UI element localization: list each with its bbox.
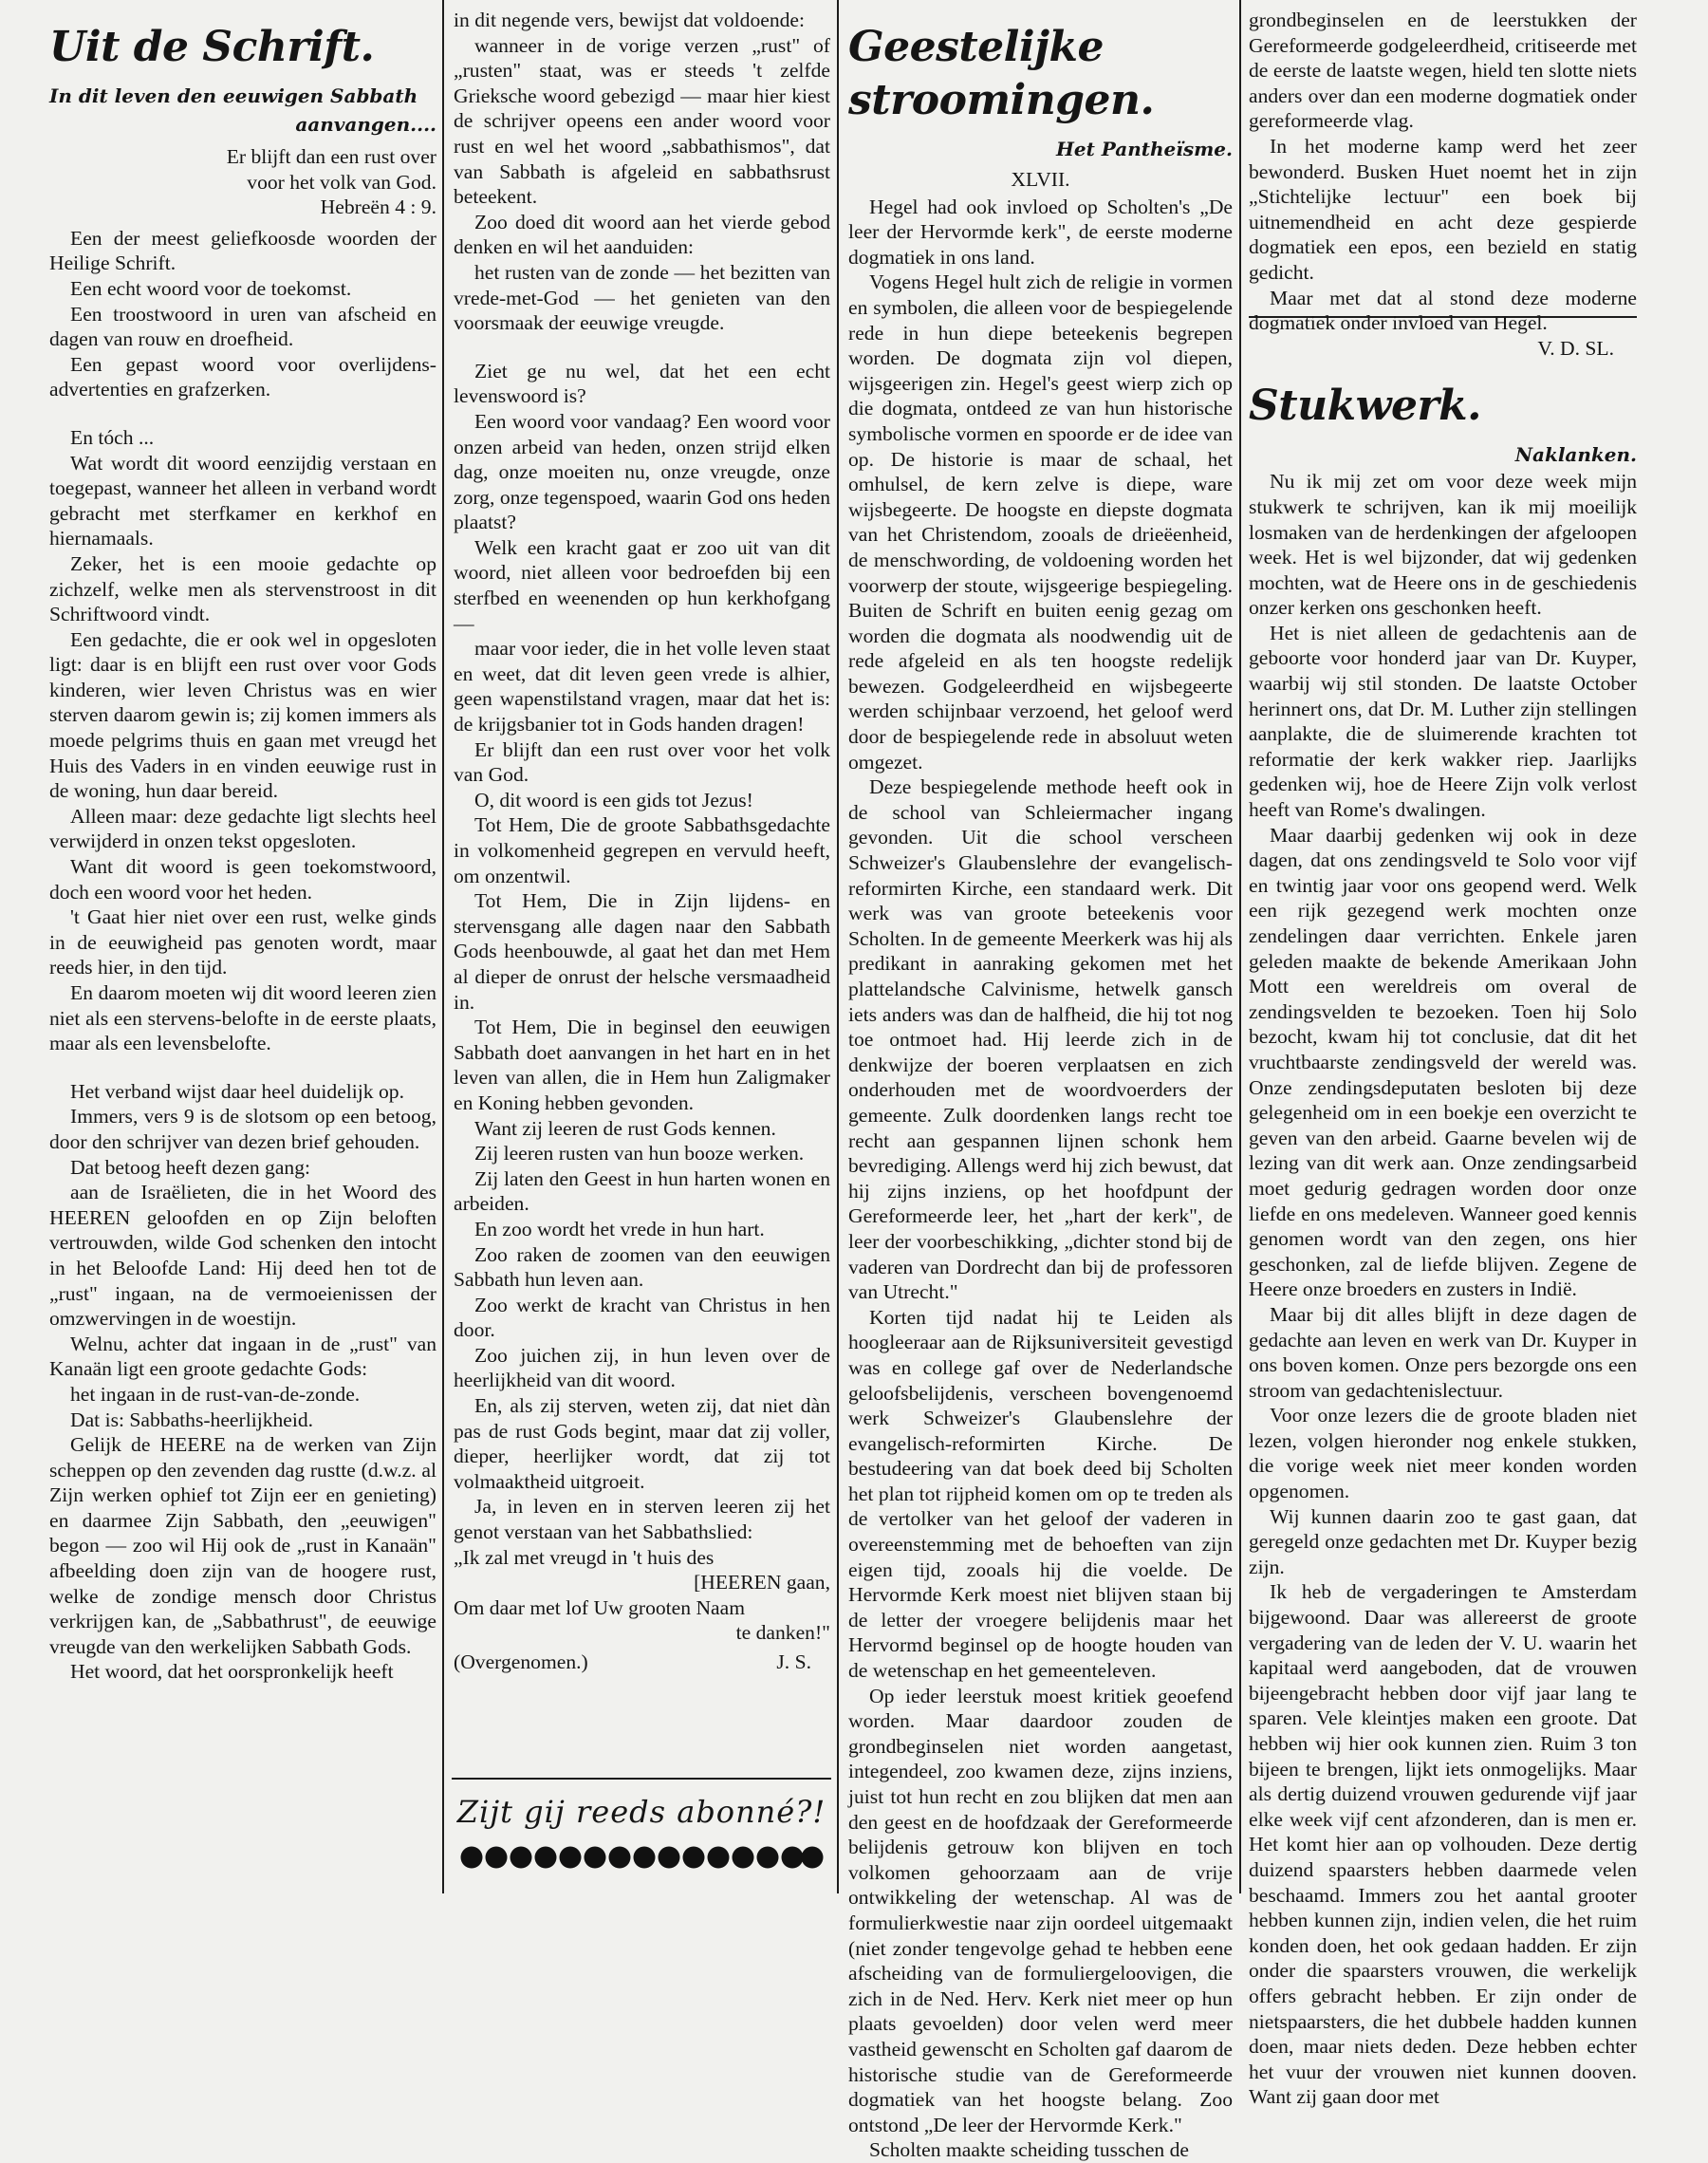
paragraph: Welk een kracht gaat er zoo uit van dit woord, niet alleen voor bedroefden bij een sterfbed en weenenden op hun kerkhofgang —: [454, 535, 830, 635]
motto-reference: Hebreën 4 : 9.: [320, 196, 436, 219]
paragraph: Vogens Hegel hult zich de religie in vormen en symbolen, die alleen voor de bespiegelende rede in hun diepe beteekenis begrepen worden. De dogmata zijn vol diepen, wijsgeerigen zin. Hegel's geest wierp zich op die dogmata, ontdeed ze van hun historische symbolische vormen en spoorde er de idee van op. De historie is maar de schaal, het omhulsel, de kern zelve is diepe, ware wijsbegeerte. De hoogste en diepste dogmata van het Christendom, zooals de drieëenheid, de menschwording, de voldoening worden het voorwerp der stoute, wijsgeerige bespiegeling. Buiten de Schrift en buiten eenig gezag om worden die dogmata als noodwendig uit de rede afgeleid en als ten hoogste redelijk bewezen. Godgeleerdheid en wijsbegeerte werden schijnbaar verzoend, het geloof werd door de bespiegelende rede in absoluut weten omgezet.: [848, 270, 1233, 774]
paragraph: Een der meest geliefkoosde woorden der Heilige Schrift.: [49, 226, 436, 275]
paragraph: Er blijft dan een rust over voor het volk van God.: [454, 737, 830, 787]
article-subtitle: Naklanken.: [1514, 443, 1637, 467]
column-rule: [442, 0, 444, 1893]
verse-line: [HEEREN gaan,: [694, 1571, 830, 1594]
paragraph: Het woord, dat het oorspronkelijk heeft: [70, 1660, 394, 1684]
paragraph: Immers, vers 9 is de slotsom op een betoog, door den schrijver van dezen brief gehouden.: [49, 1105, 436, 1153]
paragraph: Wij kunnen daarin zoo te gast gaan, dat geregeld onze gedachten met Dr. Kuyper bezig zijn.: [1249, 1504, 1637, 1578]
paragraph: Nu ik mij zet om voor deze week mijn stukwerk te schrijven, kan ik mij moeilijk losmaken van de herdenkingen der afgeloopen week. Het is wel bijzonder, dat wij gedenken mochten, wat de Heere ons in de geschiedenis onzer kerken ons geschonken heeft.: [1249, 470, 1637, 620]
paragraph: Deze bespiegelende methode heeft ook in de school van Schleiermacher ingang gevonden. Uit die school verscheen Schweizer's Glaubenslehre der evangelisch-reformirten Kirche, een standaard werk. Dit werk was van groote beteekenis voor Scholten. In de gemeente Meerkerk was hij als predikant in aanraking gekomen met het plattelandsche Calvinisme, hetwelk gansch iets anders was dan de halfheid, die hij tot nog toe ontmoet had. Hij leerde zich in de denkwijze der boeren verplaatsen en zich onderhouden met de woordvoerders der gemeente. Zulk doordenken langs recht toe recht aan gespannen lijnen schonk hem bevrediging. Allengs werd hij zich bewust, dat hij zijns inziens, op het hoofdpunt der Gereformeerde leer, het „hart der kerk", de leer der voorbeschikking, „dichter stond bij de vaderen van Dordrecht dan bij de professoren van Utrecht.": [848, 775, 1233, 1304]
paragraph: O, dit woord is een gids tot Jezus!: [474, 788, 753, 811]
paragraph: Het is niet alleen de gedachtenis aan de geboorte voor honderd jaar van Dr. Kuyper, waarbij wij stil stonden. De laatste October herinnert ons, dat Dr. M. Luther zijn stellingen aanplakte, die de sluimerende krachten tot reformatie der kerk wakker riep. Jaarlijks gedenken wij, hoe de Heere Zijn volk verlost heeft van Rome's dwalingen.: [1249, 621, 1637, 822]
paragraph: Zoo doed dit woord aan het vierde gebod denken en wil het aanduiden:: [454, 210, 830, 259]
paragraph: Een gepast woord voor overlijdens-advertenties en grafzerken.: [49, 352, 436, 401]
subscription-banner: Zijt gij reeds abonné?!: [456, 1794, 826, 1830]
installment-number: XLVII.: [1011, 168, 1070, 191]
paragraph: In het moderne kamp werd het zeer bewonderd. Busken Huet noemt het in zijn „Stichtelijke lectuur" een boek bij uitnemendheid en acht deze gespierde dogmatiek een epos, een bezield en statig gedicht.: [1249, 134, 1637, 284]
paragraph: Voor onze lezers die de groote bladen niet lezen, volgen hieronder nog enkele stukken, die vorige week niet meer konden worden opgenomen.: [1249, 1404, 1637, 1503]
paragraph: Hegel had ook invloed op Scholten's „De leer der Hervormde kerk", de eerste moderne dogmatiek in ons land.: [848, 195, 1233, 269]
paragraph: Zij laten den Geest in hun harten wonen en arbeiden.: [454, 1166, 830, 1216]
paragraph: Het verband wijst daar heel duidelijk op.: [70, 1079, 404, 1103]
verse-line: „Ik zal met vreugd in 't huis des: [454, 1545, 715, 1569]
paragraph: Maar daarbij gedenken wij ook in deze dagen, dat ons zendingsveld te Solo voor vijf en twintig jaar voor ons geopend werd. Welk een rijk gezegend werk mochten onze zendelingen daar verrichten. Enkele jaren geleden maakte de bekende Amerikaan John Mott een wereldreis om overal de zendingsvelden te bezoeken. Toen hij Solo bezocht, kwam hij tot conclusie, dat dit het vruchtbaarste zendingsveld der wereld was. Onze zendingsdeputaten besloten bij deze gelegenheid om in een boekje een overzicht te geven van den arbeid. Gaarne bevelen wij de lezing van dit werk aan. Onze zendingsarbeid moet gedurig gedragen worden door onze liefde en ons medeleven. Wanneer goed kennis genomen wordt van den zegen, ons hier geschonken, zal de liefde blijven. Zegene de Heere onze broeders en zusters in Indië.: [1249, 823, 1637, 1301]
paragraph: Dat is: Sabbaths-heerlijkheid.: [70, 1408, 314, 1431]
paragraph: Ik heb de vergaderingen te Amsterdam bijgewoond. Daar was allereerst de groote vergadering van de leden der V. U. waarin het kapitaal werd aangeboden, dat de vrouwen bijeengebracht hebben door vijf jaar lang te sparen. Vele kleintjes maken een groote. Dat hebben wij hier ook kunnen zien. Ruim 3 ton bijeen te brengen, lijkt iets onmogelijks. Maar als dertig duizend vrouwen gedurende vijf jaar elke week vijf cent afzonderen, dan is men er. Het komt hier aan op volhouden. Deze dertig duizend spaarsters hebben daarmede velen beschaamd. Immers zou het aantal grooter hebben kunnen zijn, indien velen, die het ruim konden doen, het ook gedaan hadden. Er zijn onder die spaarsters vrouwen, die werkelijk offers gebracht hebben. Er zijn onder de nietspaarsters, die het dubbele hadden kunnen doen, maar niets deden. Deze hebben echter het vuur der vrouwen niet kunnen dooven. Want zij gaan door met: [1249, 1580, 1637, 2109]
paragraph: Want dit woord is geen toekomstwoord, doch een woord voor het heden.: [49, 855, 436, 904]
paragraph: En zoo wordt het vrede in hun hart.: [474, 1217, 765, 1240]
column-rule: [1239, 0, 1241, 1893]
banner-rule: [452, 1778, 831, 1780]
author-signature: V. D. SL.: [1537, 336, 1614, 360]
paragraph: Een troostwoord in uren van afscheid en dagen van rouw en droefheid.: [49, 302, 436, 351]
verse-line: te danken!": [735, 1621, 830, 1645]
paragraph: Zeker, het is een mooie gedachte op zichzelf, welke men als stervenstroost in dit Schriftwoord vindt.: [49, 551, 436, 626]
article-signature: [454, 1650, 830, 1675]
paragraph: aan de Israëlieten, die in het Woord des HEEREN geloofden en op Zijn beloften vertrouwden, wilde God schenken den intocht in het Beloofde Land: Hij deed hen tot de „rust" ingaan, na de vermoeienissen der omzwervingen in de woestijn.: [49, 1181, 436, 1331]
paragraph: maar voor ieder, die in het volle leven staat en weet, dat dit leven geen vrede is alhier, geen wapenstilstand vragen, maar dat het is: de krijgsbanier tot in Gods handen dragen!: [454, 637, 830, 737]
paragraph: Korten tijd nadat hij te Leiden als hoogleeraar aan de Rijksuniversiteit gevestigd was en college gaf over de Nederlandsche geloofsbelijdenis, verscheen bovengenoemd werk Schweizer's Glaubenslehre der evangelisch-reformirten Kirche. De bestudeering van dat boek deed bij Scholten het plan tot rijpheid komen om op te treden als de vertolker van het geloof der vaderen in overeenstemming met de behoeften van zijn eigen tijd, zooals hij die voelde. De Hervormde Kerk moest niet blijven staan bij de letter der vroegere belijdenis maar het Hervormd beginsel op de hoogte houden van de wetenschap en het gemeenteleven.: [848, 1305, 1233, 1683]
motto-line: voor het volk van God.: [247, 170, 436, 194]
column-geestelijke-stroomingen: [848, 21, 1233, 2162]
paragraph: Wat wordt dit woord eenzijdig verstaan en toegepast, wanneer het alleen in verband wordt gebracht met sterfkamer en kerkhof en hiernamaals.: [49, 451, 436, 550]
paragraph: in dit negende vers, bewijst dat voldoende:: [454, 9, 806, 31]
article-subtitle-cont: aanvangen....: [295, 113, 436, 136]
paragraph: Maar met dat al stond deze moderne dogmatiek onder invloed van Hegel.: [1249, 286, 1637, 335]
dot-ornament-row: [459, 1845, 824, 1870]
article-subtitle: In dit leven den eeuwigen Sabbath: [49, 84, 418, 107]
paragraph: En daarom moeten wij dit woord leeren zien niet als een stervens-belofte in de eerste plaats, maar als een levensbelofte.: [49, 981, 436, 1055]
paragraph: Alleen maar: deze gedachte ligt slechts heel verwijderd in onzen tekst opgesloten.: [49, 804, 436, 853]
paragraph: het rusten van de zonde — het bezitten van vrede-met-God — het genieten van den voorsmaak der eeuwige vreugde.: [454, 260, 830, 335]
article-title: Stukwerk.: [1249, 382, 1481, 431]
verse-line: Om daar met lof Uw grooten Naam: [454, 1595, 746, 1619]
article-title: Geestelijke stroomingen.: [848, 23, 1155, 124]
scripture-motto: [49, 144, 436, 220]
paragraph: En tóch ...: [70, 425, 155, 449]
paragraph: En, als zij sterven, weten zij, dat niet dàn pas de rust Gods begint, maar dat zij voller, dieper, heerlijker wordt, dat zij tot volmaaktheid uitgroeit.: [454, 1394, 830, 1493]
author-initials: J. S.: [776, 1650, 811, 1673]
paragraph: Op ieder leerstuk moest kritiek geoefend worden. Maar daardoor zouden de grondbeginselen niet worden aangetast, integendeel, zoo kwamen deze, zijns inziens, juist tot hun recht en zou blijken dat men aan den geest en de hoofdzaak der Gereformeerde belijdenis getrouw kon blijven en toch volkomen gehoorzaam aan de vrije ontwikkeling der wetenschap. Al was de formulierkwestie naar zijn oordeel uitgemaakt (niet zonder tengevolge gehad te hebben eene afscheiding van de formuliergeloovigen, die zich in de Ned. Herv. Kerk niet meer op hun plaats gevoelden) door velen werd meer vastheid gewenscht en Scholten gaf daarom de historische studie van de Gereformeerde dogmatiek van het hoogste belang. Zoo ontstond „De leer der Hervormde Kerk.": [848, 1684, 1233, 2136]
column-stukwerk: [1249, 8, 1637, 2109]
paragraph: Ziet ge nu wel, dat het een echt levenswoord is?: [454, 359, 830, 408]
paragraph: wanneer in de vorige verzen „rust" of „rusten" staat, was er steeds 't zelfde Grieksche woord gebezigd — maar hier kiest de schrijver opeens een ander woord voor rust en wel het woord „sabbathismos", dat van Sabbath is afgeleid en sabbathsrust beteekent.: [454, 33, 830, 209]
paragraph: grondbeginselen en de leerstukken der Gereformeerde godgeleerdheid, critiseerde met de eerste de laatste wegen, hield ten slotte niets anders over dan een moderne dogmatiek onder gereformeerde vlag.: [1249, 9, 1637, 133]
paragraph: Maar bij dit alles blijft in deze dagen de gedachte aan leven en werk van Dr. Kuyper in ons boven komen. Onze pers bezorgde ons een stroom van gedachtenislectuur.: [1249, 1302, 1637, 1402]
source-note: (Overgenomen.): [454, 1650, 588, 1673]
paragraph: Scholten maakte scheiding tusschen de: [869, 2138, 1190, 2162]
paragraph: Want zij leeren de rust Gods kennen.: [474, 1116, 776, 1140]
column-uit-de-schrift-continued: [454, 8, 830, 1969]
paragraph: Zoo werkt de kracht van Christus in hen door.: [454, 1293, 830, 1342]
paragraph: Zij leeren rusten van hun booze werken.: [474, 1142, 805, 1165]
article-title: Uit de Schrift.: [49, 23, 375, 71]
paragraph: Een echt woord voor de toekomst.: [70, 276, 352, 300]
article-subtitle: Het Pantheïsme.: [1055, 138, 1233, 160]
motto-line: Er blijft dan een rust over: [226, 145, 436, 168]
hymn-quote: [454, 1545, 830, 1646]
paragraph: Ja, in leven en in sterven leeren zij het genot verstaan van het Sabbathslied:: [454, 1495, 830, 1544]
paragraph: Gelijk de HEERE na de werken van Zijn scheppen op den zevenden dag rustte (d.w.z. al Zijn werken ophief tot Zijn eer en genieting) en daarmee Zijn Sabbath, den „eeuwigen" begon — zoo wil Hij ook de „rust in Kanaän" afbeelding doen zijn van de hoogere rust, welke de zondige mensch door Christus verkrijgen kan, de „Sabbathrust", de eeuwige vreugde van den werkelijken Sabbath Gods.: [49, 1433, 436, 1658]
paragraph: Een gedachte, die er ook wel in opgesloten ligt: daar is en blijft een rust over voor Gods kinderen, wier leven Christus was en wier sterven daarom gewin is; zij komen immers als moede pelgrims thuis en gaan met vreugd het Huis des Vaders in en vinden eeuwige rust in de woning, hun daar bereid.: [49, 627, 436, 803]
paragraph: Zoo juichen zij, in hun leven over de heerlijkheid van dit woord.: [454, 1343, 830, 1392]
paragraph: Dat betoog heeft dezen gang:: [70, 1155, 311, 1179]
paragraph: 't Gaat hier niet over een rust, welke ginds in de eeuwigheid pas genoten wordt, maar reeds hier, in den tijd.: [49, 905, 436, 979]
paragraph: Een woord voor vandaag? Een woord voor onzen arbeid van heden, onzen strijd elken dag, onze moeiten nu, onze vreugde, onze zorg, onze tegenspoed, waarin God ons heden plaatst?: [454, 409, 830, 534]
paragraph: Tot Hem, Die in beginsel den eeuwigen Sabbath doet aanvangen in het hart en in het leven van allen, die in Hem hun Zaligmaker en Koning hebben gevonden.: [454, 1016, 830, 1114]
column-uit-de-schrift: [49, 21, 436, 1983]
paragraph: Tot Hem, Die de groote Sabbathsgedachte in volkomenheid gegrepen en vervuld heeft, om onzentwil.: [454, 813, 830, 887]
paragraph: Zoo raken de zoomen van den eeuwigen Sabbath hun leven aan.: [454, 1242, 830, 1292]
column-rule: [837, 0, 839, 1893]
paragraph: het ingaan in de rust-van-de-zonde.: [70, 1382, 361, 1406]
paragraph: Welnu, achter dat ingaan in de „rust" van Kanaän ligt een groote gedachte Gods:: [49, 1332, 436, 1381]
paragraph: Tot Hem, Die in Zijn lijdens- en stervensgang alle dagen naar den Sabbath Gods heenbouwde, al gaat het dan met Hem al dieper de onrust der helsche versmaadheid in.: [454, 889, 830, 1014]
